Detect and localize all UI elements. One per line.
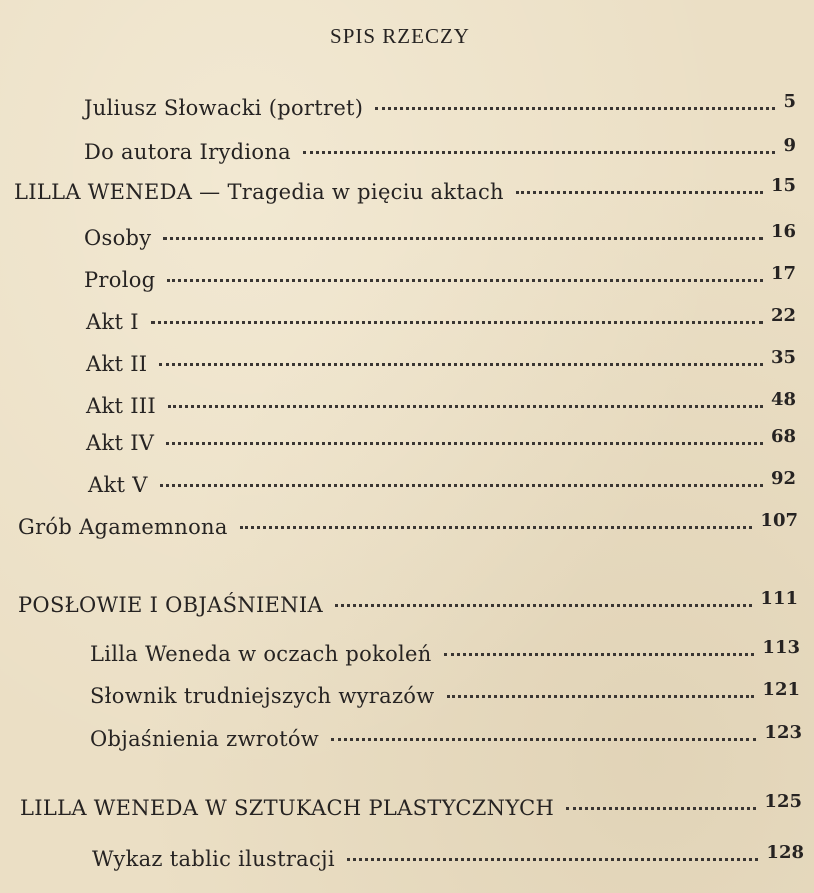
- dot-leader: [331, 738, 756, 741]
- toc-entry-label: Osoby: [84, 226, 152, 250]
- dot-leader: [166, 442, 763, 445]
- dot-leader: [160, 484, 763, 487]
- toc-entry-page: 68: [770, 426, 796, 447]
- toc-entry: [20, 791, 802, 826]
- toc-entry: [84, 263, 796, 298]
- toc-entry-page: 113: [762, 637, 800, 658]
- toc-entry: [92, 842, 804, 877]
- toc-entry: [86, 426, 796, 461]
- toc-entry: [84, 221, 796, 256]
- dot-leader: [335, 604, 753, 607]
- toc-entry: [86, 389, 796, 424]
- toc-entry-label: Prolog: [84, 268, 156, 292]
- dot-leader: [375, 107, 775, 110]
- toc-entry: [84, 91, 796, 126]
- toc-entry-label: Grób Agamemnona: [18, 515, 228, 539]
- toc-entry-page: 5: [783, 91, 796, 112]
- dot-leader: [447, 695, 755, 698]
- toc-entry-label: Akt IV: [86, 431, 155, 455]
- toc-entry-page: 123: [764, 722, 802, 743]
- toc-entry: [86, 347, 796, 382]
- dot-leader: [168, 405, 763, 408]
- toc-entry-page: 125: [764, 791, 802, 812]
- toc-entry: [18, 588, 798, 623]
- toc-title: SPIS RZECZY: [330, 24, 470, 48]
- toc-entry-page: 15: [770, 175, 796, 196]
- toc-entry-label: LILLA WENEDA — Tragedia w pięciu aktach: [14, 180, 504, 204]
- toc-entry-label: Do autora Irydiona: [84, 140, 291, 164]
- toc-entry: [14, 175, 796, 210]
- toc-entry-label: LILLA WENEDA W SZTUKACH PLASTYCZNYCH: [20, 796, 555, 820]
- dot-leader: [347, 858, 759, 861]
- toc-entry-label: Lilla Weneda w oczach pokoleń: [90, 642, 432, 666]
- toc-entry-label: Akt II: [86, 352, 148, 376]
- toc-entry-label: Wykaz tablic ilustracji: [92, 847, 335, 871]
- toc-entry-label: Objaśnienia zwrotów: [90, 727, 320, 751]
- toc-entry-label: POSŁOWIE I OBJAŚNIENIA: [18, 593, 323, 617]
- dot-leader: [159, 363, 763, 366]
- toc-entry: [84, 135, 796, 170]
- dot-leader: [167, 279, 763, 282]
- toc-entry: [90, 637, 800, 672]
- toc-entry-label: Słownik trudniejszych wyrazów: [90, 684, 435, 708]
- toc-entry-page: 121: [762, 679, 800, 700]
- dot-leader: [163, 237, 762, 240]
- dot-leader: [303, 151, 776, 154]
- toc-entry-page: 9: [783, 135, 796, 156]
- dot-leader: [151, 321, 763, 324]
- toc-entry: [88, 468, 796, 503]
- toc-entry: [18, 510, 798, 545]
- toc-entry: [90, 679, 800, 714]
- toc-entry-page: 111: [760, 588, 798, 609]
- toc-entry-label: Akt I: [86, 310, 139, 334]
- toc-entry: [86, 305, 796, 340]
- dot-leader: [444, 653, 755, 656]
- toc-entry-page: 17: [770, 263, 796, 284]
- toc-entry-label: Juliusz Słowacki (portret): [84, 96, 364, 120]
- toc-entry-page: 107: [760, 510, 798, 531]
- toc-entry-label: Akt V: [88, 473, 148, 497]
- dot-leader: [240, 526, 753, 529]
- toc-entry-page: 48: [770, 389, 796, 410]
- toc-entry-page: 16: [770, 221, 796, 242]
- dot-leader: [566, 807, 756, 810]
- toc-entry-page: 92: [770, 468, 796, 489]
- toc-entry-page: 128: [766, 842, 804, 863]
- dot-leader: [516, 191, 763, 194]
- toc-entry-page: 35: [770, 347, 796, 368]
- toc-entry: [90, 722, 802, 757]
- toc-entry-page: 22: [770, 305, 796, 326]
- toc-entry-label: Akt III: [86, 394, 156, 418]
